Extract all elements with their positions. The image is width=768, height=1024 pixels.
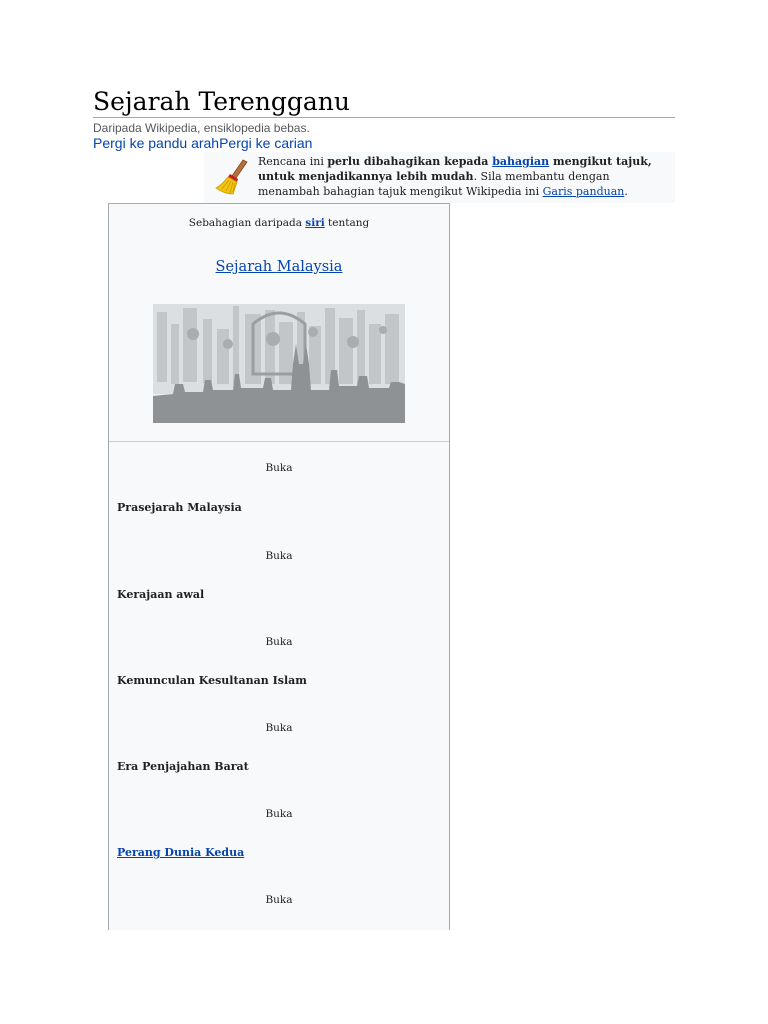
notice-text-part: Rencana ini [258,155,328,168]
broom-icon [212,156,252,196]
section-heading-islamic-sultanates: Kemunculan Kesultanan Islam [117,674,307,687]
jump-to-navigation-link[interactable]: Pergi ke pandu arah [93,135,220,151]
toggle-prehistory[interactable]: Buka [265,462,293,474]
toggle-early-kingdoms[interactable]: Buka [265,550,293,562]
malaysia-link[interactable]: Malaysia [276,259,343,275]
malaysia-history-collage-image [153,304,405,423]
section-link[interactable]: bahagian [492,155,550,168]
jump-links [93,135,312,151]
sidebar-pretitle [109,217,449,229]
history-link[interactable]: Sejarah [215,259,277,275]
toggle-islamic-sultanates[interactable]: Buka [265,636,293,648]
series-link[interactable]: siri [305,217,325,229]
history-sidebar [108,203,450,930]
title-divider [93,117,675,118]
world-war-two-link[interactable]: Perang Dunia Kedua [117,846,245,859]
section-heading-western-colonial: Era Penjajahan Barat [117,760,249,773]
split-sections-notice [204,152,675,203]
toggle-western-colonial[interactable]: Buka [265,722,293,734]
notice-bold-part: perlu dibahagikan kepada [327,155,493,168]
page-title: Sejarah Terengganu [93,87,350,116]
jump-to-search-link[interactable]: Pergi ke carian [219,135,313,151]
guideline-link[interactable]: Garis panduan [542,185,625,198]
notice-text [258,154,668,199]
section-heading-prehistory: Prasejarah Malaysia [117,501,242,514]
toggle-world-war-two[interactable]: Buka [265,808,293,820]
toggle-next-section[interactable]: Buka [265,894,293,906]
pretitle-text: Sebahagian daripada [188,217,306,229]
sidebar-divider [109,441,449,442]
site-tagline: Daripada Wikipedia, ensiklopedia bebas. [93,121,310,135]
sidebar-title [109,259,449,275]
pretitle-text: tentang [324,217,370,229]
notice-bold-part: mengikut tajuk, untuk menjadikannya lebih mudah [258,155,652,183]
notice-text-part: . [624,185,628,198]
notice-text-part: . Sila membantu dengan menambah bahagian tajuk mengikut Wikipedia ini [258,170,610,198]
section-heading-early-kingdoms: Kerajaan awal [117,588,205,601]
